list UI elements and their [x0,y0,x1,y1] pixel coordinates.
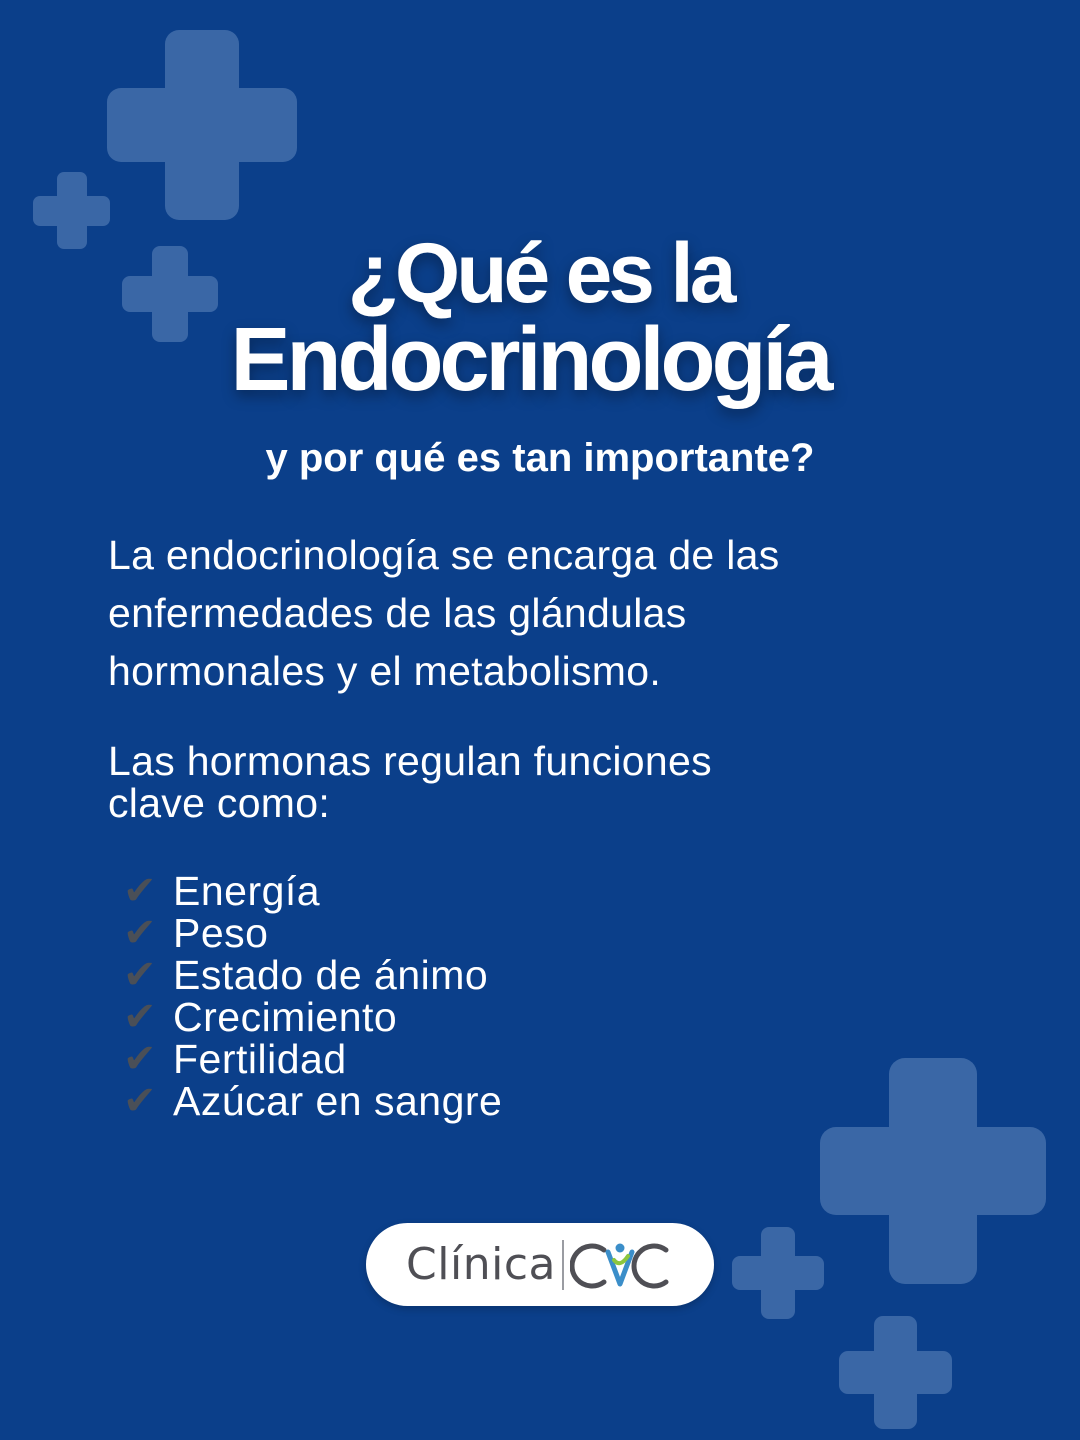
logo-text: Clínica [406,1239,556,1290]
checklist-item [120,1038,502,1080]
checklist-item-label: Fertilidad [173,1036,347,1082]
function-checklist [120,870,502,1122]
plus-cross-decoration [732,1227,824,1319]
checklist-item [120,954,502,996]
subtitle-text: y por qué es tan importante? [265,436,815,480]
title-line-1: ¿Qué es la [347,226,733,320]
checklist-item-label: Estado de ánimo [173,952,489,998]
check-icon: ✔ [122,1036,157,1082]
checklist-item-label: Peso [173,910,269,956]
intro-paragraph [108,526,928,700]
check-icon: ✔ [122,1078,157,1124]
checklist-item [120,870,502,912]
clinic-logo [366,1223,714,1306]
check-icon: ✔ [122,910,157,956]
checklist-item [120,1080,502,1122]
check-icon: ✔ [122,952,157,998]
title-line-2: Endocrinología [230,310,830,410]
check-icon: ✔ [122,994,157,1040]
hormones-paragraph [108,740,928,824]
hormones-line: clave como: [108,780,331,826]
intro-line: La endocrinología se encarga de las [108,532,780,578]
subtitle [0,434,1080,482]
logo-divider [562,1240,564,1290]
checklist-item-label: Crecimiento [173,994,398,1040]
checklist-item [120,996,502,1038]
plus-cross-decoration [820,1058,1046,1284]
intro-line: hormonales y el metabolismo. [108,648,662,694]
checklist-item-label: Azúcar en sangre [173,1078,503,1124]
plus-cross-decoration [107,30,297,220]
checklist-item-label: Energía [173,868,321,914]
intro-line: enfermedades de las glándulas [108,590,687,636]
hormones-line: Las hormonas regulan funciones [108,738,712,784]
check-icon: ✔ [122,868,157,914]
plus-cross-decoration [839,1316,952,1429]
cvc-logo-mark [570,1238,674,1292]
checklist-item [120,912,502,954]
